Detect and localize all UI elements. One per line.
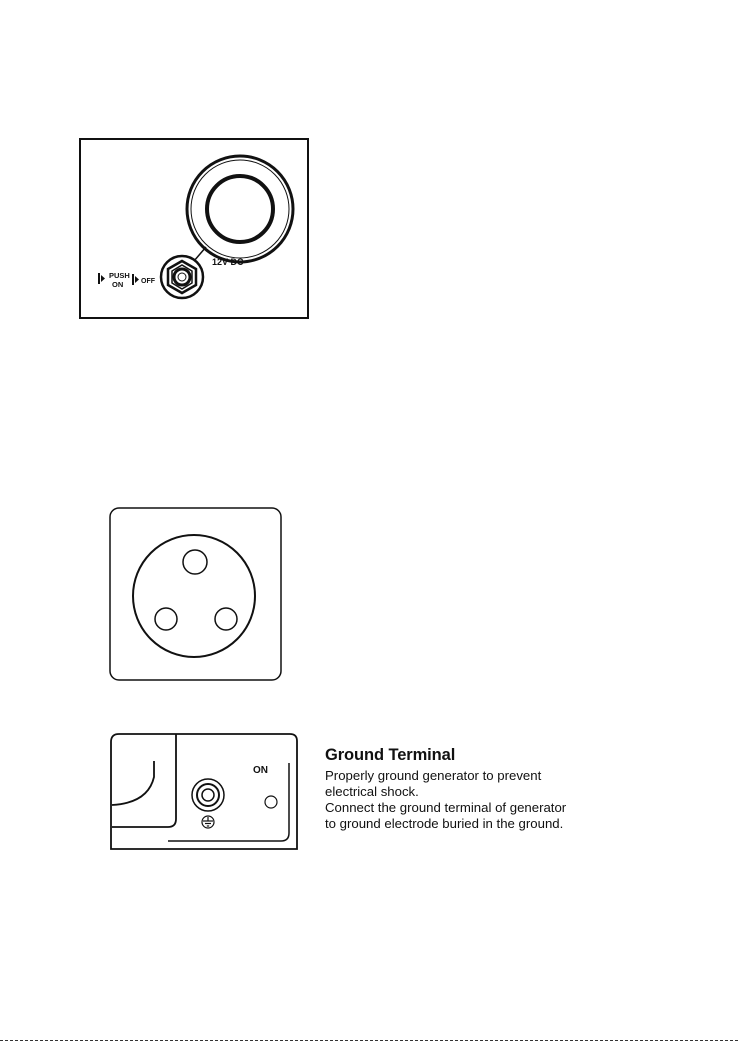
push-label: PUSH — [109, 271, 130, 280]
page-bottom-rule — [0, 1040, 738, 1042]
ground-terminal-figure — [108, 733, 298, 851]
on-indicator-label: ON — [253, 765, 268, 776]
ground-terminal-line-4: to ground electrode buried in the ground. — [325, 816, 564, 831]
ac-socket-figure — [108, 507, 283, 682]
dc-outlet-illustration — [78, 137, 310, 320]
off-label: OFF — [141, 278, 155, 285]
ground-terminal-section — [325, 746, 645, 832]
dc-panel-frame — [80, 139, 308, 318]
ground-terminal-title: Ground Terminal — [325, 746, 456, 764]
ac-socket-illustration — [108, 507, 283, 682]
ground-terminal-illustration — [108, 733, 298, 851]
ground-terminal-line-2: electrical shock. — [325, 784, 419, 799]
dc-outlet-figure — [78, 137, 310, 320]
dc-outlet-label: 12V DC — [212, 257, 244, 267]
on-label: ON — [112, 280, 124, 289]
ground-terminal-line-1: Properly ground generator to prevent — [325, 768, 542, 783]
ground-terminal-line-3: Connect the ground terminal of generator — [325, 800, 567, 815]
